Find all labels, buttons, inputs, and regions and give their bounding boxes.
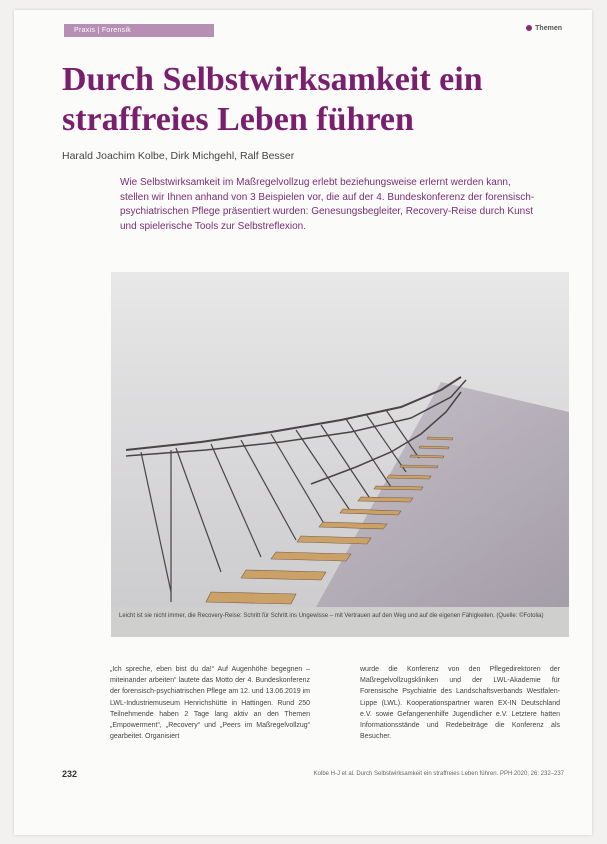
- page-number: 232: [62, 769, 78, 779]
- article-title: Durch Selbstwirksamkeit ein straffreies Leben führen: [62, 61, 483, 138]
- body-column-left: „Ich spreche, eben bist du da!“ Auf Augenhöhe begegnen – miteinander arbeiten“ lautete das Motto der 4. Bundeskonferenz der forensisch-psychiatrischen Pflege am 12. und 13.06.2019 im LWL-Industriemuseum Henrichshütte in Hattingen. Rund 250 Teilnehmende haben 2 Tage lang aktiv an den Themen „Empowerment“, „Recovery“ und „Peers im Maßregelvollzug“ gearbeitet. Organisiert: [110, 666, 310, 741]
- page-footer-citation: Kolbe H-J et al. Durch Selbstwirksamkeit ein straffreies Leben führen. PPH 2020; 26: 232–237: [313, 771, 564, 777]
- suspension-bridge-photo: [111, 272, 569, 607]
- article-authors: Harald Joachim Kolbe, Dirk Michgehl, Ralf Besser: [62, 150, 295, 162]
- magazine-page: [14, 10, 592, 835]
- topic-label: [526, 25, 562, 32]
- body-column-right: wurde die Konferenz von den Pflegedirektoren der Maßregelvollzugskliniken und der LWL-Akademie für Forensische Psychiatrie des Landschaftsverbands Westfalen-Lippe (LWL). Kooperationspartner waren EX-IN Deutschland e.V. sowie Gefangenenhilfe Jugendlicher e.V. Letztere hatten Informationsstände und Redebeiträge die Konferenz als Besucher.: [360, 666, 560, 741]
- section-tag: Praxis | Forensik: [64, 24, 214, 37]
- photo-caption: Leicht ist sie nicht immer, die Recovery-Reise: Schritt für Schritt ins Ungewisse – mit Vertrauen auf den Weg und auf die eigenen Fähigkeiten. (Quelle: ©Fotolia): [111, 607, 569, 637]
- topic-text: Themen: [535, 25, 562, 32]
- topic-dot-icon: [526, 25, 532, 31]
- article-lead: Wie Selbstwirksamkeit im Maßregelvollzug erlebt beziehungsweise erlernt werden kann, stellen wir Ihnen anhand von 3 Beispielen vor, die auf der 4. Bundeskonferenz der forensisch-psychiatrischen Pflege präsentiert wurden: Genesungsbegleiter, Recovery-Reise durch Kunst und spielerische Tools zur Selbstreflexion.: [120, 177, 535, 232]
